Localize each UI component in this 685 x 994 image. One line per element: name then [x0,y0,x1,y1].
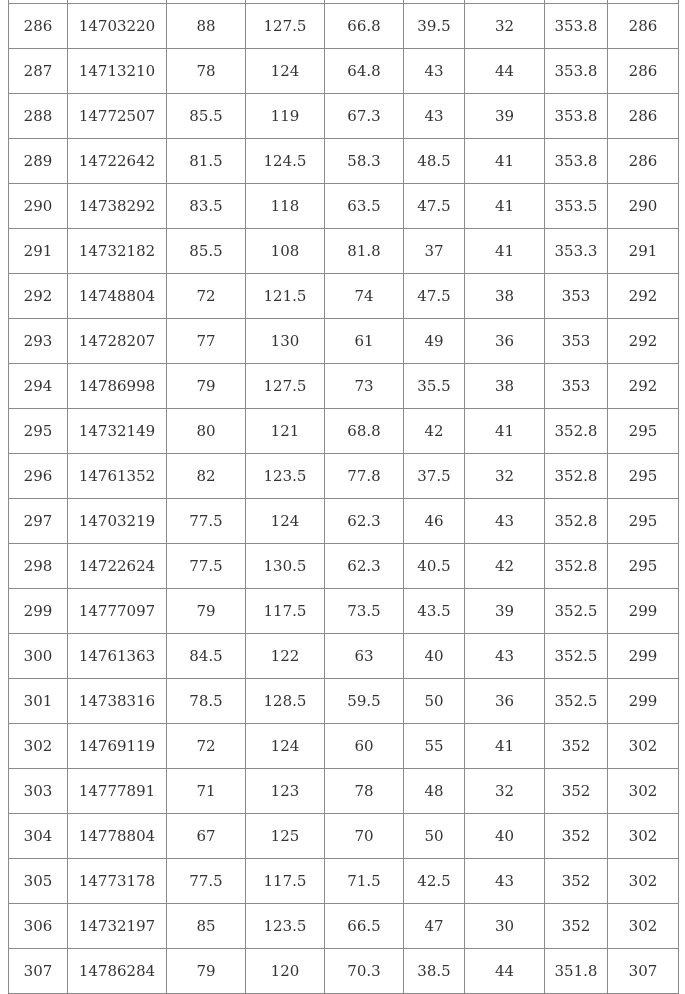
table-row [9,229,679,274]
cell-score-a: 78.5 [167,679,246,724]
cell-total-score: 351.8 [545,949,608,994]
cell-rank: 299 [608,679,679,724]
cell-student-id: 14773178 [68,859,167,904]
cell-score-b: 130.5 [246,544,325,589]
cell-score-c: 63 [325,634,404,679]
cell-score-c: 63.5 [325,184,404,229]
cell-rank: 302 [608,814,679,859]
table-row [9,634,679,679]
cell-student-id: 14738292 [68,184,167,229]
cell-total-score: 352 [545,859,608,904]
cell-score-d: 50 [404,814,465,859]
table-row [9,904,679,949]
cell-score-c: 70.3 [325,949,404,994]
cell-rank: 302 [608,769,679,814]
cell-score-d: 43.5 [404,589,465,634]
cell-score-b: 123.5 [246,904,325,949]
cell-score-a: 77 [167,319,246,364]
cell-row-index: 298 [9,544,68,589]
cell-total-score: 353.8 [545,139,608,184]
cell-total-score: 352.8 [545,454,608,499]
cell-student-id: 14728207 [68,319,167,364]
cell-score-e: 32 [465,454,545,499]
cell-score-c: 77.8 [325,454,404,499]
cell-score-b: 118 [246,184,325,229]
cell-score-b: 123 [246,769,325,814]
cell-score-d: 43 [404,94,465,139]
cell-score-b: 125 [246,814,325,859]
cell-total-score: 353.8 [545,4,608,49]
cell-rank: 286 [608,4,679,49]
cell-score-a: 72 [167,724,246,769]
cell-score-c: 61 [325,319,404,364]
cell-score-e: 30 [465,904,545,949]
cell-total-score: 353 [545,274,608,319]
table-row [9,4,679,49]
cell-score-a: 72 [167,274,246,319]
cell-score-d: 42.5 [404,859,465,904]
cell-score-c: 59.5 [325,679,404,724]
cell-score-d: 47.5 [404,274,465,319]
cell-score-b: 124 [246,49,325,94]
table-row [9,544,679,589]
cell-total-score: 352.8 [545,409,608,454]
cell-score-a: 79 [167,589,246,634]
cell-score-d: 43 [404,49,465,94]
cell-score-e: 39 [465,589,545,634]
cell-rank: 286 [608,94,679,139]
cell-score-e: 32 [465,769,545,814]
cell-score-a: 79 [167,364,246,409]
cell-student-id: 14761352 [68,454,167,499]
cell-score-a: 88 [167,4,246,49]
cell-score-e: 41 [465,409,545,454]
table-row [9,184,679,229]
cell-student-id: 14713210 [68,49,167,94]
table-row [9,724,679,769]
cell-score-b: 108 [246,229,325,274]
cell-score-d: 38.5 [404,949,465,994]
cell-rank: 302 [608,859,679,904]
score-table [8,0,679,994]
cell-score-b: 120 [246,949,325,994]
cell-total-score: 352.8 [545,499,608,544]
cell-total-score: 352.5 [545,679,608,724]
cell-score-b: 128.5 [246,679,325,724]
cell-row-index: 293 [9,319,68,364]
score-table-body [9,0,679,994]
cell-rank: 292 [608,319,679,364]
cell-rank: 286 [608,139,679,184]
cell-score-d: 47.5 [404,184,465,229]
cell-row-index: 288 [9,94,68,139]
cell-score-b: 130 [246,319,325,364]
cell-student-id: 14777097 [68,589,167,634]
cell-row-index: 307 [9,949,68,994]
cell-score-b: 124 [246,499,325,544]
cell-score-d: 49 [404,319,465,364]
cell-row-index: 304 [9,814,68,859]
cell-score-d: 37.5 [404,454,465,499]
table-row [9,409,679,454]
cell-score-e: 43 [465,499,545,544]
cell-row-index: 302 [9,724,68,769]
cell-total-score: 353 [545,319,608,364]
cell-score-d: 48.5 [404,139,465,184]
cell-rank: 299 [608,634,679,679]
cell-total-score: 353.8 [545,94,608,139]
cell-student-id: 14769119 [68,724,167,769]
cell-score-b: 121 [246,409,325,454]
cell-row-index: 289 [9,139,68,184]
cell-score-a: 84.5 [167,634,246,679]
cell-score-c: 66.5 [325,904,404,949]
cell-student-id: 14761363 [68,634,167,679]
cell-total-score: 353.5 [545,184,608,229]
cell-score-a: 82 [167,454,246,499]
cell-score-c: 74 [325,274,404,319]
cell-total-score: 353 [545,364,608,409]
cell-score-a: 81.5 [167,139,246,184]
cell-total-score: 352 [545,724,608,769]
cell-score-e: 36 [465,319,545,364]
cell-score-d: 50 [404,679,465,724]
cell-rank: 290 [608,184,679,229]
cell-total-score: 352.5 [545,634,608,679]
cell-score-b: 124 [246,724,325,769]
cell-student-id: 14772507 [68,94,167,139]
cell-score-a: 85.5 [167,94,246,139]
cell-row-index: 295 [9,409,68,454]
table-row [9,499,679,544]
cell-rank: 302 [608,724,679,769]
cell-score-e: 32 [465,4,545,49]
cell-student-id: 14778804 [68,814,167,859]
cell-student-id: 14777891 [68,769,167,814]
table-row [9,454,679,499]
cell-rank: 295 [608,499,679,544]
cell-score-e: 36 [465,679,545,724]
cell-score-a: 79 [167,949,246,994]
table-row [9,274,679,319]
cell-score-c: 70 [325,814,404,859]
cell-total-score: 352.8 [545,544,608,589]
cell-score-c: 66.8 [325,4,404,49]
table-row [9,769,679,814]
cell-total-score: 353.8 [545,49,608,94]
cell-score-c: 67.3 [325,94,404,139]
cell-rank: 299 [608,589,679,634]
cell-score-d: 39.5 [404,4,465,49]
cell-student-id: 14732197 [68,904,167,949]
cell-score-e: 42 [465,544,545,589]
table-row [9,589,679,634]
cell-student-id: 14786998 [68,364,167,409]
cell-score-d: 40 [404,634,465,679]
cell-score-b: 117.5 [246,589,325,634]
cell-rank: 286 [608,49,679,94]
cell-score-a: 67 [167,814,246,859]
cell-score-a: 77.5 [167,544,246,589]
cell-student-id: 14703219 [68,499,167,544]
table-row [9,94,679,139]
table-row [9,949,679,994]
cell-total-score: 353.3 [545,229,608,274]
cell-rank: 295 [608,409,679,454]
cell-rank: 302 [608,904,679,949]
cell-score-d: 40.5 [404,544,465,589]
cell-score-d: 46 [404,499,465,544]
cell-score-b: 117.5 [246,859,325,904]
cell-row-index: 287 [9,49,68,94]
cell-score-c: 81.8 [325,229,404,274]
cell-score-e: 44 [465,949,545,994]
table-row [9,319,679,364]
cell-rank: 295 [608,544,679,589]
cell-row-index: 300 [9,634,68,679]
table-row [9,49,679,94]
cell-score-b: 127.5 [246,4,325,49]
table-row [9,139,679,184]
cell-score-e: 41 [465,724,545,769]
cell-score-c: 62.3 [325,499,404,544]
table-row [9,859,679,904]
cell-score-a: 80 [167,409,246,454]
cell-rank: 292 [608,274,679,319]
cell-score-c: 62.3 [325,544,404,589]
cell-score-b: 127.5 [246,364,325,409]
cell-score-c: 60 [325,724,404,769]
cell-score-a: 85 [167,904,246,949]
cell-score-e: 40 [465,814,545,859]
cell-score-c: 78 [325,769,404,814]
cell-score-e: 41 [465,229,545,274]
cell-rank: 307 [608,949,679,994]
cell-row-index: 305 [9,859,68,904]
cell-total-score: 352.5 [545,589,608,634]
table-row [9,364,679,409]
cell-score-b: 123.5 [246,454,325,499]
cell-score-d: 37 [404,229,465,274]
cell-student-id: 14786284 [68,949,167,994]
cell-row-index: 297 [9,499,68,544]
cell-score-d: 42 [404,409,465,454]
cell-score-a: 71 [167,769,246,814]
cell-score-b: 121.5 [246,274,325,319]
cell-row-index: 296 [9,454,68,499]
cell-score-c: 73.5 [325,589,404,634]
cell-student-id: 14703220 [68,4,167,49]
cell-student-id: 14748804 [68,274,167,319]
cell-student-id: 14722642 [68,139,167,184]
cell-score-d: 48 [404,769,465,814]
cell-score-e: 43 [465,859,545,904]
cell-student-id: 14738316 [68,679,167,724]
cell-row-index: 303 [9,769,68,814]
cell-rank: 291 [608,229,679,274]
cell-score-a: 77.5 [167,499,246,544]
cell-score-e: 38 [465,364,545,409]
cell-score-a: 83.5 [167,184,246,229]
cell-total-score: 352 [545,769,608,814]
cell-score-c: 73 [325,364,404,409]
cell-row-index: 299 [9,589,68,634]
cell-score-a: 78 [167,49,246,94]
cell-rank: 295 [608,454,679,499]
cell-score-b: 124.5 [246,139,325,184]
cell-row-index: 292 [9,274,68,319]
cell-score-c: 58.3 [325,139,404,184]
cell-score-c: 68.8 [325,409,404,454]
cell-score-e: 41 [465,139,545,184]
cell-score-e: 44 [465,49,545,94]
table-row [9,814,679,859]
cell-total-score: 352 [545,814,608,859]
cell-row-index: 286 [9,4,68,49]
cell-score-b: 122 [246,634,325,679]
cell-score-c: 64.8 [325,49,404,94]
cell-score-b: 119 [246,94,325,139]
cell-score-e: 39 [465,94,545,139]
table-row [9,679,679,724]
cell-score-e: 38 [465,274,545,319]
cell-student-id: 14732182 [68,229,167,274]
cell-score-a: 85.5 [167,229,246,274]
cell-student-id: 14732149 [68,409,167,454]
cell-row-index: 294 [9,364,68,409]
cell-total-score: 352 [545,904,608,949]
cell-score-d: 35.5 [404,364,465,409]
cell-rank: 292 [608,364,679,409]
cell-score-d: 55 [404,724,465,769]
cell-row-index: 301 [9,679,68,724]
cell-score-e: 43 [465,634,545,679]
cell-student-id: 14722624 [68,544,167,589]
cell-score-c: 71.5 [325,859,404,904]
cell-row-index: 290 [9,184,68,229]
cell-score-d: 47 [404,904,465,949]
cell-score-e: 41 [465,184,545,229]
cell-row-index: 291 [9,229,68,274]
cell-row-index: 306 [9,904,68,949]
cell-score-a: 77.5 [167,859,246,904]
